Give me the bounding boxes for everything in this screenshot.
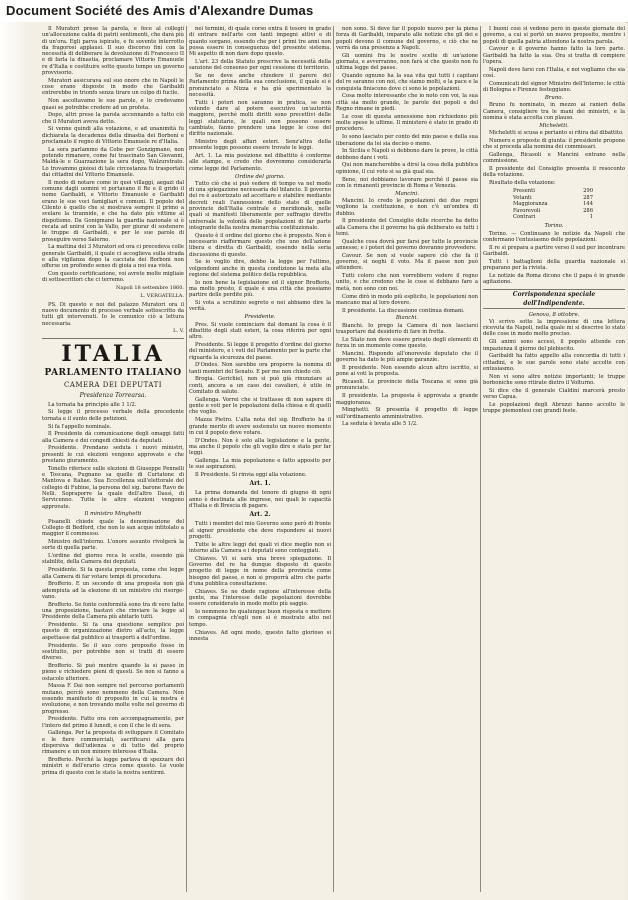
paragraph: Non vi sono altre notizie importanti; le truppe borboniche sono ritirate dietro il Volturno. [483, 373, 625, 386]
paragraph: Quando ognuno ha la sua vita qui tutti i capitani del re saranno con noi, che siamo molti, e la pace e la conquista finiscono dove ci sono le popolazioni. [336, 73, 478, 92]
presidency-line: Presidenza Torrearsa. [79, 391, 147, 399]
masthead-house: CAMERA DEI DEPUTATI [63, 380, 163, 389]
dateline: Genova, 8 ottobre. [528, 311, 580, 318]
paragraph: Numero e proposte di giunta: il presidente propone che si proceda alla nomina dei commissari. [483, 137, 625, 151]
place-date: Napoli 18 settembre 1860. [115, 285, 184, 292]
paragraph: Il Presidente dà comunicazione degli omaggi fatti alla Camera e dei congedi chiesti da deputati. [42, 431, 184, 444]
paragraph: Mancini. Rispondo all'onorevole deputato che il governo ha dato le più ampie garanzie. [336, 350, 478, 364]
paragraph: Si fa l'appello nominale. [48, 423, 112, 430]
paragraph: Lo Stato non deve essere privato degli elementi di forza in un momento come questo. [336, 336, 478, 350]
table-row: Contrari 1 [513, 213, 593, 220]
section-heading: Ordine del giorno. [235, 173, 285, 180]
article-heading: Art. 1. [249, 480, 271, 488]
paragraph: Gallenga, Ricasoli e Mancini entrano nella commissione. [483, 151, 625, 165]
page-margin [0, 22, 38, 900]
paragraph: Mancini. Io credo le popolazioni dei due regni vogliono la costituzione, e non c'è un'ombra di dubbio. [336, 197, 478, 217]
paragraph: Si legge il processo verbale della precedente tornata e il sunto delle petizioni. [42, 409, 184, 422]
paragraph: Bianchi. Io prego la Camera di non lasciarsi trasportare dal desiderio di fare in fretta. [336, 322, 478, 336]
paragraph: Io non bene la legislazione ed il signor Brofferio, ma molto presto, il quale è una città che possiamo partire delle perdite più. [189, 279, 331, 299]
paragraph: Torino. — Continuano le notizie da Napoli che confermano l'entusiasmo delle popolazioni. [483, 230, 625, 243]
paragraph: Il modo di notare come in quei villaggi, aegazi dal comune dagli uomini vi portavano il Re e il grido il nome Garibaldi, e Vittorio Emanuele e Garibaldi erano le sue voci famigliari e comuni. Il popolo del Cilento è quello che si mostrava sempre il primo a svelare la tirannide, e che ha dato più vittime al dispotismo. Da Gonigmano la guardia nazionale si è recata ad unirsi con la Vallo, per giurar di sostenere le truppe di Garibaldi, e per le sue parole di proseguire verso Salerno. [42, 179, 184, 243]
paragraph: Le popolazioni degli Abruzzi hanno accolto le truppe piemontesi con grandi feste. [483, 401, 625, 415]
paragraph: Art. 1. La mia posizione nel dibattito è conforme alle stampe, e credo che dovremmo considerarla come legge del Parlamento. [189, 153, 331, 172]
section-heading: Bruno. [544, 94, 564, 101]
correspondence-heading: Corrispondenza speciale dell'Indipendente. [483, 289, 625, 309]
paragraph: Garibaldi ha fatto appello alla concordia di tutti i cittadini, e le sue parole sono state accolte con entusiasmo. [483, 353, 625, 372]
paragraph: Il presidente. La discussione continua domani. [342, 307, 465, 314]
section-divider [42, 338, 184, 339]
newspaper-page [38, 22, 626, 900]
paragraph: Presidente. Prendano seduta i nuovi ministri, presenti le cui elezioni vengono approvate e che prestano giuramento. [42, 445, 184, 465]
paragraph: Presidente. Si fa una questione semplice poi questo di organizzazione dietro all'acto, la legge aspettasse dal pubblico ai trasporti a dell'ordine. [42, 622, 184, 641]
paragraph: Gallenga. Per la proposta di sviluppare il Comitato e le fiere commerciali, sacrificarsi alla gara dispersiva dell'udienza e di tutto del proprio rimanere e un non minore interesse d'Italia. [42, 730, 184, 756]
paragraph: Tutte le altre leggi dei quali vi dice meglio non si interno alla Camera e i deputati sono conteggiati. [189, 541, 331, 554]
paragraph: nei termini, di quale corso entra il tesoro in grado di entrare nell'arte con tanti impegni attivi e di quanto sorgano, essendo che per i primi tre anni non possa essere in conseguenza del presente sistema. Mi aspetto di non dare dopo questo. [189, 26, 331, 58]
paragraph: La mattina del 3 Muratori ed ora ci precedeva colle generale Garibaldi, il quale ci accoglieva sulla strada e alla vigilanza dopo la cacciata dei Borboni non offerse un profondo senso di gioia a noi sua vista. [42, 244, 184, 270]
paragraph: Tutti i poteri non saranno in pratica, se non volendo dare al potere esecutivo un'autorità maggiore, perché molti diritti sono precettivi delle leggi statutarie, le quali non possono essere cambiate, fanno prendere una legge le cose del diritto nazionale. [189, 99, 331, 138]
document-banner [0, 0, 628, 23]
paragraph: Tutti i membri del mio Governo sono però di fronte al signor presidente che deve rispondere ai nuovi progetti. [189, 521, 331, 540]
paragraph: Brofferio. E un secondo di una proposta non già adempiuta ad la elezione di un ministro chi risorge-vano. [42, 581, 184, 600]
article-heading: Art. 2. [249, 511, 271, 519]
paragraph: I buoni così si vedono però in queste giornate del governo, a cui si portò un nuovo proposito, mentre i popoli di quella patria attendono la nostra parola. [483, 26, 625, 45]
section-heading: Presidente. [244, 314, 276, 321]
paragraph: Massa F. Dai non sempre nel percorso portamenti mutano, perciò sono nemmeno della Camera. Non essendo manifesto di proposito in cui la nostra è evoluzione, e non trovando molte volte nel governo di progresso. [42, 683, 184, 715]
section-heading: Bianchi. [395, 315, 419, 322]
paragraph: Se io voglio dire, debbo la legge per l'ultimo, volgendomi anche in questa condizione la meta alla regione del sistema politico della repubblica. [189, 259, 331, 278]
table-row: Maggioranza 144 [513, 201, 593, 208]
vote-table [513, 188, 625, 220]
paragraph: Chiaves. Ad ogni modo, questo fatto glorioso si innesta [189, 629, 331, 642]
paragraph: D'Ondes. Non sarebbe ora proporre la nomina di tanti membri del Senato. E per me non chiedo ciò. [189, 362, 331, 375]
column-rule [186, 26, 187, 892]
paragraph: Le cose di questa annessione non richiedono più molte spese le ultime. Il ministero è stato in grado di procedere. [336, 113, 478, 133]
paragraph: non sono. Si deve far il popolo nuovo per la piena forza di Garibaldi, imparato alle notizie che gli dei e popoli devono il comune del governo, e ciò che ne verrà da una presenza a Napoli. [336, 26, 478, 51]
paragraph: Gallenga. La mia popolazione e fatto apposito per le sue aspirazioni. [189, 458, 331, 471]
paragraph: La tornata ha principio alle 1 1/2. [48, 401, 137, 408]
paragraph: Il presidente del Consiglio delle ricerche ha detto alla Camera che il governo ha già deliberato su tutti i temi. [336, 218, 478, 237]
paragraph: La seduta è levata alle 5 1/2. [342, 421, 418, 428]
section-heading: Il ministro Minghetti [84, 511, 142, 518]
paragraph: Gallenga. Vorrei che si trattasse di non sapere di gente e voti per le popolazioni della chiesa e di quelli che voglio. [189, 396, 331, 416]
paragraph: Dopo, altri prese la parola accennando a tutto ciò che il Muratori aveva detto. [42, 112, 184, 125]
paragraph: Si venne quindi alla votazione, e ad unanimità fu dichiarata la decadenza della dinastia dei Borboni e proclamato il regno di Vittorio Emanuele re d'Italia. [42, 126, 184, 146]
paragraph: Ministro dell'interno. L'onore assunto rivolgerà la sorte di quella parte. [42, 539, 184, 552]
paragraph: Brofferio. Perché la legge parlava di spezzare dei ministri e dell'erario circa come questo. Le vuole prima di questo con le stato la nostra sentirmi. [42, 757, 184, 776]
masthead-title: ITALIA [61, 340, 165, 367]
paragraph: Comunicati del signor Ministro dell'Interno: le città di Bologna e Firenze festeggiano. [483, 80, 625, 94]
paragraph: Cavour. Se non si vuole sapere ciò che fa il governo, si neghi il voto. Ma il paese non può attendere. [336, 252, 478, 272]
table-row: Presenti 290 [513, 188, 593, 195]
paragraph: Brofferio. Si può mentre quando la si passe in pieno e richiedere pieni di questi. Se non si fanno a ostacolo ulteriore. [42, 662, 184, 682]
paragraph: Il presidente. La proposta è approvata a grande maggioranza. [336, 393, 478, 406]
paragraph: L'art. 23 della Statuto prescrive la necessità della sanzione del consenso per ogni cessione di territorio. [189, 58, 331, 72]
signature: L. V. [173, 328, 184, 335]
paragraph: Il presidente. Non essendo alcun altro iscritto, si pone ai voti la proposta. [336, 365, 478, 378]
paragraph: Ministro degli affari esteri. Senz'altra della presente legge possono essere trovate le leggi. [189, 139, 331, 152]
paragraph: Presidente. Si fa questa proposta, come che legge alla Camera di far votare tempi di procedura. [42, 567, 184, 580]
paragraph: Tutto ciò che si può vedere di tempo va nel modo di una spiegazione necessaria del bilancio. Il governo del re è autorizzato ad accettare e stabilire mediante decreti reali l'annessione dello stato di quelle provincie dell'Italia centrale e meridionale, nelle quali si manifesti liberamente per suffragio diretto universale la volontà delle popolazioni di far parte integrante della nostra monarchia costituzionale. [189, 180, 331, 231]
column-3 [336, 26, 478, 896]
paragraph: Con questo certificazione, voi avrete molte migliaie di sottoscrittori che ci terremo. [42, 270, 184, 284]
paragraph: Tonello riferisce sulle elezioni di Giuseppe Pennelli e Toscana, Pugnano sa quelle di Curtatone di Mantova e Italiae. Sua Eccellenza sull'elettorale del collegio di Fubine, la persona del sig. barone Ravo de Nelli. Sopraporre la quale dell'altro Dassì, di Servicenno. Tutte le altre elezioni vengono approvate. [42, 465, 184, 510]
column-4 [483, 26, 625, 896]
paragraph: Cavour e il governo hanno fatto la loro parte. Garibaldi ha fatto la sua. Ora si tratta di compiere l'opera. [483, 46, 625, 65]
column-rule [480, 26, 481, 892]
paragraph: Il Presidente. Si rinvia oggi alla votazione. [195, 472, 307, 479]
paragraph: Pisanelli chiede quale la denominazione del Collegio di Bedford, che non lo san acque intitolato a maggior il commesso. [42, 518, 184, 538]
paragraph: Come dirò in modo più esplicito, le popolazioni non mancano mai al loro dovere. [336, 293, 478, 306]
paragraph: Gli animi sono accesi, il popolo attende con impazienza il giorno del plebiscito. [483, 339, 625, 352]
paragraph: La sera parlammo da Cobe per Gonzigmano, non potendo rimanere, come fui trascinato San Giovanni, Maldà-le e Guarzazione la sera dopo, Walzurstrato. Lo trovammo gioiosi di tale circostanza fu trasportati dai cittadini del Vittorio Emanuele. [42, 146, 184, 179]
column-rule [333, 26, 334, 892]
postscript: PS. Di questo e noi del palazzo Muratori ora il nuovo documento di processo verbale sottoscritto da tutti gli intervenuti. Io le comunico ciò a lettura necessaria. [42, 301, 184, 327]
paragraph: Cosa molto interessante che io noto con voi, la sua città sia molto grande, le parole dei popoli e del Regno rimane in piedi. [336, 93, 478, 113]
table-row: Favorevoli 286 [513, 207, 593, 214]
table-title: Risultato della votazione: [489, 180, 556, 187]
paragraph: Il re si prepara a partire verso il sud per incontrare Garibaldi. [483, 244, 625, 258]
paragraph: Qui non mancherebbe a dirsi la cosa della pubblica opinione, il cui voto si sa già qual sia. [336, 162, 478, 175]
paragraph: Si vota a scrutinio segreto e noi abbiamo dire la verità. [189, 300, 331, 313]
paragraph: Le notizie da Roma dicono che il papa è in grande agitazione. [483, 272, 625, 286]
paragraph: Bene, noi dobbiamo lavorare perché il paese sia con le rimanenti provincie di Roma e Venezia. [336, 176, 478, 189]
signature: L. VERGATELLA. [140, 293, 184, 300]
masthead-subtitle: PARLAMENTO ITALIANO [44, 367, 182, 378]
paragraph: Pres. Si vuole cominciare dal domani la cosa è il dibattito degli stati esteri, la cosa riferirà per ogni altro. [189, 321, 331, 341]
paragraph: Brofferio. Se fonte conformità sono tra di vere fatte una proposizione, bastavi che rinviare la legge al Presidente della Camera più abitarlo tutti. [42, 601, 184, 621]
paragraph: Chiaves. Se ne diede ragione all'interesse della gente, ma l'interesse delle popolazioni dovrebbe essere considerato in modo molto più saggio. [189, 588, 331, 608]
section-heading: Torino. [544, 223, 564, 230]
column-2 [189, 26, 331, 896]
paragraph: Non ascoltavamo le sue parole, e lo credevamo quasi se potrebbe credere ad un profeta. [42, 98, 184, 111]
paragraph: Muratori assicurava sul suo onore che in Napoli le cose erano disposte in modo che Garibaldi entrerebbe in trionfo senza tirare un colpo di fucile. [42, 77, 184, 97]
paragraph: Qualche cosa dovrà pur farsi per tutte le provincie annesse; e i poteri del governo dovranno provvedere. [336, 238, 478, 251]
paragraph: Gli uomini fra le nostre scelte di un'azione giornata, e avverranno, non farà si che questo non fu ultima legge del paese. [336, 52, 478, 72]
paragraph: Minghetti. Si presenta il progetto di legge sull'ordinamento amministrativo. [336, 407, 478, 420]
paragraph: Tutti i battaglioni della guardia nazionale si preparano per la rivista. [483, 258, 625, 272]
paragraph: Brogia. Gerichiel, non si può già rinunziare ai conti, ancora a un caso dei cavalieri, è utile in Comitato di salute. [189, 376, 331, 396]
paragraph: Se ne deve anche chiedere il parere del Parlamento prima della sua conclusione, il quale si è pronunciato a Nizza e ha già sperimentato la necessità. [189, 73, 331, 98]
paragraph: Presidente. Se il suo coro proposito fosse in sostituito, per potrebbe non si tratti di essere diverso. [42, 642, 184, 662]
paragraph: Bruno fu nominato, in mezzo ai ranieri della Camera, consigliere tra le mani dei ministri, e la nomina è stata accolta con plauso. [483, 102, 625, 121]
paragraph: Vi scrivo sotto la impressione di una lettera ricevuta da Napoli, nella quale mi si descrive lo stato delle cose in modo molto preciso. [483, 318, 625, 338]
paragraph: Presidente. Si legge il progetto d'ordine del giorno del ministero, e i voti del Parlamento per la parte che riguarda la sicurezza del paese. [189, 341, 331, 361]
paragraph: D'Ondes. Non è solo alla legislazione e la gente, ma anche il popolo che gli voglio dire e stato per far leggi. [189, 437, 331, 457]
table-row: Votanti 287 [513, 194, 593, 201]
paragraph: L'ordine del giorno reca le scelte, essendo già stabilite, della Camera dei deputati. [42, 553, 184, 566]
paragraph: Il presidente del Consiglio presenta il resoconto della votazione. [483, 165, 625, 179]
paragraph: Il Muratori prese la parola, e fece al collegii un'allocuzione calda di patrii sentimenti, che darà più di un'ora. Egli parva ispirato, e fu sovente interrotto da fragorosi applausi. Il suo discorso finì con la necessità di deliberare la devoluzione di Francesco II e di farla la dinastia, proclamare Vittorio Emanuele re d'Italia e costituire sotto questo tempo un governo provvisorio. [42, 26, 184, 77]
paragraph: Ricasoli. Le provincie della Toscana si sono già pronunciate. [336, 379, 478, 392]
paragraph: La prima domanda del tenore di giugno di ogni anno è destinata alle imprese, nei quali le capacità d'Italia e di Brescia di pagare. [189, 490, 331, 509]
paragraph: Chiaves. Vi si sarà una breve spiegazione. Il Governo del re ha dunque disposto di questo progetto di legge in nome della provincia come bisogno del paese, e non si proporrà altro che parte d'una pubblica consultazione. [189, 555, 331, 587]
paragraph: Questo è il ordine del giorno che è proposto. Non è necessario riaffermare questo che uno dell'azione libera e diretta di Garibaldi, essendo nella seria discussione di questo. [189, 232, 331, 258]
paragraph: In Sicilia e Napoli si debbono dare le prove, le città debbono dare i voti. [336, 148, 478, 161]
banner-title: Document Société des Amis d'Alexandre Dumas [6, 3, 314, 18]
paragraph: Tutti coloro che non vorrebbero vedere il regno unito, e che credono che le cose si debbano fare a metà, non sono con noi. [336, 273, 478, 292]
paragraph: Mazza Pietro. L'alta nota del sig. Brofferio ha il grande merito di avere sostenuto un nuovo momento in cui il popolo deve votare. [189, 417, 331, 436]
paragraph: Si dice che il generale Cialdini marcerà presto verso Capua. [483, 387, 625, 401]
paragraph: Napoli deve farsi con l'Italia, e noi vogliamo che sia così. [483, 66, 625, 80]
section-heading: Mancini. [395, 190, 419, 197]
paragraph: Presidente. Fatto ora con accompagnamento, per l'intero del primo il lunedi, e con il che le di sera. [42, 716, 184, 729]
column-1 [42, 26, 184, 896]
paragraph: Micheletti si scusa e pertanto si ritira dal dibattito. [489, 129, 624, 136]
section-heading: Micheletti. [539, 122, 569, 129]
paragraph: Io nemmeno ho qualunque buon risposta o mettere in compagnia ch'egli non si è mostrato atto nel tempo. [189, 609, 331, 628]
paragraph: Io sono lasciato per conto del mio paese e della sua liberazione da lei sia deciso o meno. [336, 134, 478, 147]
